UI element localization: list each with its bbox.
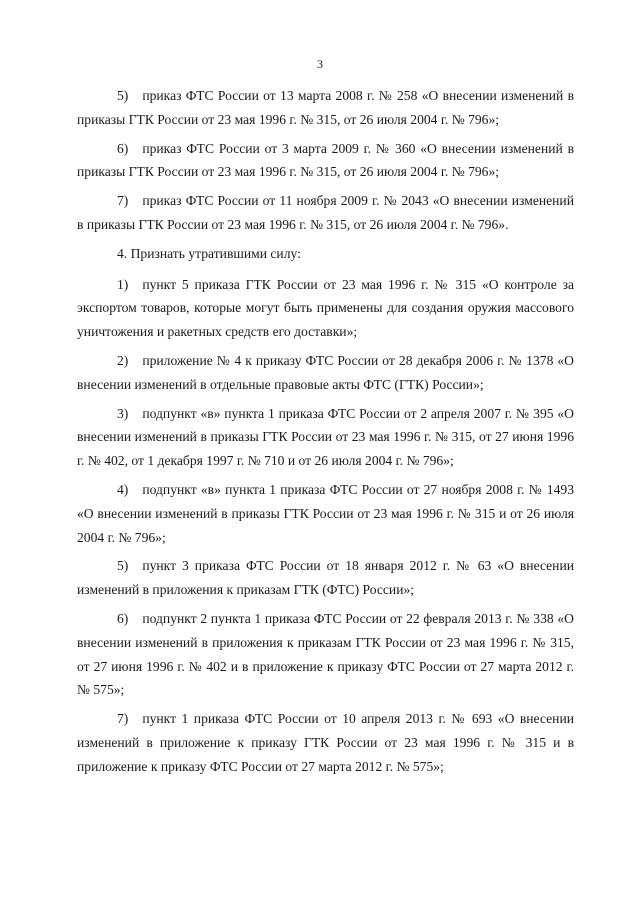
item-text: пункт 3 приказа ФТС России от 18 января 2012 г. № 63 «О внесении изменений в приложения к приказам ГТК (ФТС) России»; (77, 558, 574, 598)
item-number: 5) (117, 558, 129, 574)
item-text: приказ ФТС России от 11 ноября 2009 г. № 2043 «О внесении изменений в приказы ГТК России от 23 мая 1996 г. № 315, от 26 июля 2004 г. № 796». (77, 193, 574, 232)
list-item (77, 707, 574, 778)
list-item (77, 554, 574, 602)
list-item (77, 137, 574, 185)
item-text: пункт 5 приказа ГТК России от 23 мая 1996 г. № 315 «О контроле за экспортом товаров, которые могут быть применены для создания оружия массового уничтожения и ракетных средств его доставки»; (77, 276, 574, 340)
item-number: 2) (117, 352, 129, 368)
item-number: 1) (117, 276, 129, 292)
list-item (77, 478, 574, 549)
item-number: 6) (117, 140, 129, 156)
list-item (77, 273, 574, 344)
list-item (77, 349, 574, 397)
item-number: 4) (117, 481, 129, 497)
item-text: подпункт «в» пункта 1 приказа ФТС России от 27 ноября 2008 г. № 1493 «О внесении изменений в приказы ГТК России от 23 мая 1996 г. № 315 и от 26 июля 2004 г. № 796»; (77, 481, 574, 545)
list-item (77, 84, 574, 132)
item-number: 7) (117, 711, 129, 727)
page-number: 3 (317, 57, 323, 71)
item-text: подпункт 2 пункта 1 приказа ФТС России от 22 февраля 2013 г. № 338 «О внесении изменений в приложения к приказам ГТК России от 23 мая 1996 г. № 315, от 27 июня 1996 г. № 402 и в приложение к приказу ФТС России от 27 марта 2012 г. № 575»; (77, 610, 574, 698)
item-text: приказ ФТС России от 3 марта 2009 г. № 360 «О внесении изменений в приказы ГТК России от 23 мая 1996 г. № 315, от 26 июля 2004 г. № 796»; (77, 140, 574, 180)
item-text: приложение № 4 к приказу ФТС России от 28 декабря 2006 г. № 1378 «О внесении изменений в отдельные правовые акты ФТС (ГТК) России»; (77, 352, 574, 392)
list-item (77, 402, 574, 473)
item-number: 5) (117, 88, 129, 103)
document-body (77, 84, 574, 784)
list-item (77, 189, 574, 237)
section-heading: 4. Признать утратившими силу: (117, 245, 301, 261)
item-text: подпункт «в» пункта 1 приказа ФТС России от 2 апреля 2007 г. № 395 «О внесении изменений в приказы ГТК России от 23 мая 1996 г. № 315, от 27 июня 1996 г. № 402, от 1 декабря 1997 г. № 710 и от 26 июля 2004 г. № 796»; (77, 405, 574, 469)
item-text: приказ ФТС России от 13 марта 2008 г. № 258 «О внесении изменений в приказы ГТК России от 23 мая 1996 г. № 315, от 26 июля 2004 г. № 796»; (77, 88, 574, 127)
item-text: пункт 1 приказа ФТС России от 10 апреля 2013 г. № 693 «О внесении изменений в приложение к приказу ГТК России от 23 мая 1996 г. № 315 и в приложение к приказу ФТС России от 27 марта 2012 г. № 575»; (77, 711, 574, 774)
item-number: 6) (117, 610, 129, 626)
item-number: 3) (117, 405, 129, 421)
list-item (77, 607, 574, 702)
item-number: 7) (117, 193, 129, 209)
